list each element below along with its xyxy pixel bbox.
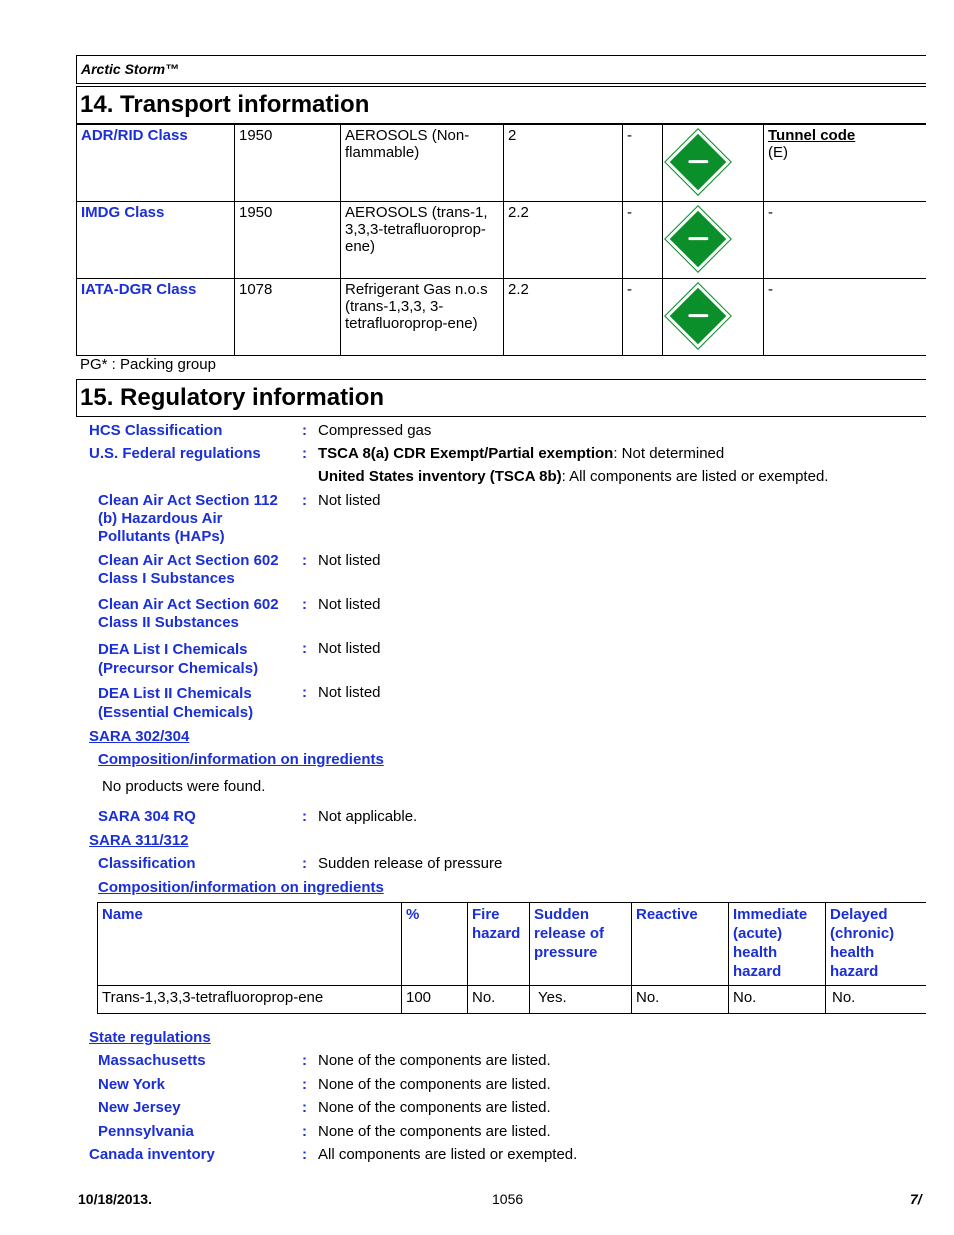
column-header: Immediate (acute) health hazard	[729, 903, 826, 986]
table-row	[77, 202, 927, 279]
colon: :	[302, 1123, 307, 1140]
column-header: Fire hazard	[468, 903, 530, 986]
colon: :	[302, 684, 307, 701]
footer-code: 1056	[492, 1191, 524, 1207]
label-cell	[663, 279, 764, 356]
document-header	[76, 55, 926, 84]
label-cell	[663, 202, 764, 279]
un-number: 1078	[235, 279, 341, 356]
tsca-8a-value: : Not determined	[613, 445, 725, 462]
sara-304-rq-value: Not applicable.	[318, 808, 418, 825]
column-header: Delayed (chronic) health hazard	[826, 903, 927, 986]
classification-label: Classification	[98, 855, 196, 872]
transport-label: ADR/RID Class	[77, 125, 235, 202]
sara-302-304-heading: SARA 302/304	[89, 728, 190, 745]
caa-602-class2-label: Clean Air Act Section 602 Class II Substances	[98, 596, 279, 631]
no-products-text: No products were found.	[102, 778, 266, 795]
column-header: Name	[98, 903, 402, 986]
colon: :	[302, 1076, 307, 1093]
table-cell: Yes.	[530, 986, 632, 1014]
dea-list1-label: DEA List I Chemicals (Precursor Chemicals)	[98, 641, 259, 677]
table-cell: No.	[632, 986, 729, 1014]
footer-date: 10/18/2013.	[78, 1191, 152, 1207]
state-value: None of the components are listed.	[318, 1099, 551, 1116]
additional-info	[764, 125, 927, 202]
state-name: Massachusetts	[98, 1052, 206, 1069]
hazard-class: 2	[504, 125, 623, 202]
table-cell: 100	[402, 986, 468, 1014]
caa-112-label: Clean Air Act Section 112 (b) Hazardous Air Pollutants (HAPs)	[98, 492, 278, 545]
canada-inventory-value: All components are listed or exempted.	[318, 1146, 578, 1163]
label-cell	[663, 125, 764, 202]
caa-602-class1-label: Clean Air Act Section 602 Class I Substances	[98, 552, 279, 587]
caa-602-class2-value: Not listed	[318, 596, 381, 613]
packing-group: -	[623, 202, 663, 279]
un-number: 1950	[235, 125, 341, 202]
hcs-value: Compressed gas	[318, 422, 432, 439]
non-flammable-gas-diamond-icon	[665, 283, 730, 348]
table-row	[77, 279, 927, 356]
state-name: New Jersey	[98, 1099, 181, 1116]
table-cell: Trans-1,3,3,3-tetrafluoroprop-ene	[98, 986, 402, 1014]
table-header-row	[98, 903, 927, 986]
colon: :	[302, 492, 307, 509]
section-14-header	[76, 86, 926, 124]
tsca-8a-label: TSCA 8(a) CDR Exempt/Partial exemption	[318, 445, 614, 462]
transport-label: IMDG Class	[77, 202, 235, 279]
section-15-header	[76, 379, 926, 417]
table-cell: No.	[729, 986, 826, 1014]
non-flammable-gas-diamond-icon	[665, 129, 730, 194]
un-number: 1950	[235, 202, 341, 279]
tunnel-code-value: (E)	[768, 144, 788, 161]
shipping-name: Refrigerant Gas n.o.s (trans-1,3,3, 3-tetrafluoroprop-ene)	[341, 279, 504, 356]
packing-group-note: PG* : Packing group	[80, 356, 216, 373]
tsca-8b	[318, 468, 828, 486]
hcs-label: HCS Classification	[89, 422, 223, 439]
colon: :	[302, 445, 307, 462]
canada-inventory-label: Canada inventory	[89, 1146, 215, 1163]
packing-group: -	[623, 279, 663, 356]
state-value: None of the components are listed.	[318, 1052, 551, 1069]
composition-table	[97, 902, 926, 1014]
shipping-name: AEROSOLS (Non-flammable)	[341, 125, 504, 202]
composition-heading-2: Composition/information on ingredients	[98, 879, 384, 896]
section-15-title: 15. Regulatory information	[80, 384, 385, 411]
colon: :	[302, 552, 307, 569]
state-name: New York	[98, 1076, 165, 1093]
tsca-8b-value: : All components are listed or exempted.	[561, 468, 829, 485]
colon: :	[302, 422, 307, 439]
table-row	[77, 125, 927, 202]
classification-value: Sudden release of pressure	[318, 855, 503, 872]
column-header: %	[402, 903, 468, 986]
colon: :	[302, 1146, 307, 1163]
tsca-8a	[318, 445, 724, 463]
product-name: Arctic Storm™	[81, 61, 180, 77]
colon: :	[302, 808, 307, 825]
tunnel-code-title: Tunnel code	[768, 127, 856, 144]
table-cell: No.	[826, 986, 927, 1014]
shipping-name: AEROSOLS (trans-1, 3,3,3-tetrafluoroprop-ene)	[341, 202, 504, 279]
column-header: Reactive	[632, 903, 729, 986]
transport-label: IATA-DGR Class	[77, 279, 235, 356]
hazard-class: 2.2	[504, 279, 623, 356]
colon: :	[302, 1099, 307, 1116]
column-header: Sudden release of pressure	[530, 903, 632, 986]
colon: :	[302, 640, 307, 657]
tsca-8b-label: United States inventory (TSCA 8b)	[318, 468, 562, 485]
packing-group: -	[623, 125, 663, 202]
additional-info: -	[764, 279, 927, 356]
colon: :	[302, 596, 307, 613]
sara-311-312-heading: SARA 311/312	[89, 832, 189, 849]
state-regulations-heading: State regulations	[89, 1029, 211, 1046]
colon: :	[302, 855, 307, 872]
additional-info: -	[764, 202, 927, 279]
non-flammable-gas-diamond-icon	[665, 206, 730, 271]
transport-table	[76, 124, 926, 356]
table-row	[98, 986, 927, 1014]
section-14-title: 14. Transport information	[80, 91, 370, 118]
table-cell: No.	[468, 986, 530, 1014]
dea-list2-value: Not listed	[318, 684, 381, 701]
colon: :	[302, 1052, 307, 1069]
state-name: Pennsylvania	[98, 1123, 194, 1140]
page-number: 7/	[910, 1191, 922, 1207]
state-value: None of the components are listed.	[318, 1076, 551, 1093]
caa-112-value: Not listed	[318, 492, 381, 509]
state-value: None of the components are listed.	[318, 1123, 551, 1140]
sara-304-rq-label: SARA 304 RQ	[98, 808, 196, 825]
hazard-class: 2.2	[504, 202, 623, 279]
dea-list1-value: Not listed	[318, 640, 381, 657]
dea-list2-label: DEA List II Chemicals (Essential Chemicals)	[98, 685, 254, 721]
composition-heading: Composition/information on ingredients	[98, 751, 384, 768]
caa-602-class1-value: Not listed	[318, 552, 381, 569]
us-federal-label: U.S. Federal regulations	[89, 445, 261, 462]
